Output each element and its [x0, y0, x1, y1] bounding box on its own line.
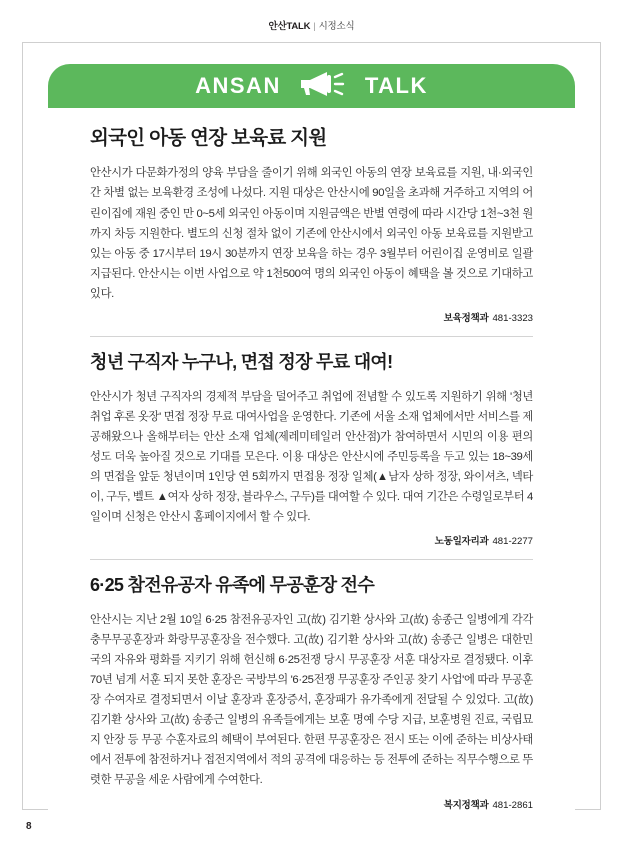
- article-title: 외국인 아동 연장 보육료 지원: [90, 127, 327, 149]
- article-title: 6·25 참전유공자 유족에 무공훈장 전수: [90, 575, 375, 596]
- running-head: [0, 18, 623, 32]
- running-head-section: 시정소식: [318, 21, 355, 32]
- credit-phone: 481-3323: [492, 313, 533, 325]
- megaphone-icon: [297, 69, 349, 104]
- running-head-brand: 안산TALK: [268, 21, 311, 32]
- article-body: 안산시가 청년 구직자의 경제적 부담을 덜어주고 취업에 전념할 수 있도록 지원하기 위해 '청년 취업 후론 옷장' 면접 정장 무료 대여사업을 운영한다. 기존에 서울 소재 업체에서만 서비스를 제공해왔으나 올해부터는 안산 소재 업체(제레미테일러 안산점)가 참여하면서 시민의 이용 편의성도 더욱 높아질 것으로 기대를 모은다. 이용 대상은 안산시에 주민등록을 두고 있는 18~39세의 면접을 앞둔 청년이며 1인당 연 5회까지 면접용 정장 일체(▲남자 상하 정장, 와이셔츠, 넥타이, 구두, 벨트 ▲여자 상하 정장, 블라우스, 구두)를 대여할 수 있다. 대여 기간은 수령일로부터 4일이며 신청은 안산시 홈페이지에서 할 수 있다.: [90, 390, 533, 524]
- credit-phone: 481-2861: [492, 799, 533, 811]
- banner-word-talk: TALK: [364, 73, 428, 98]
- article-column: [48, 108, 575, 819]
- credit-phone: 481-2277: [492, 536, 533, 548]
- article-credit: [90, 797, 533, 811]
- article-foreign-child-childcare: [90, 126, 533, 332]
- article-credit: [90, 310, 533, 324]
- credit-department: 보육정책과: [443, 313, 489, 325]
- article-credit: [90, 533, 533, 547]
- credit-department: 노동일자리과: [434, 536, 489, 548]
- running-head-separator: |: [313, 21, 316, 32]
- article-title: 청년 구직자 누구나, 면접 정장 무료 대여!: [90, 352, 393, 373]
- credit-department: 복지정책과: [443, 799, 489, 811]
- article-body: 안산시는 지난 2월 10일 6·25 참전유공자인 고(故) 김기환 상사와 고(故) 송종근 일병에게 각각 충무무공훈장과 화랑무공훈장을 전수했다. 고(故) 김기환 상사와 고(故) 송종근 일병은 대한민국의 자유와 평화를 지키기 위해 헌신해 6·25전쟁 당시 무공훈장 서훈 대상자로 결정됐다. 이후 70년 넘게 서훈 되지 못한 훈장은 국방부의 '6·25전쟁 무공훈장 주인공 찾기 사업'에 따라 무공훈장 수여자로 결정되면서 이날 훈장과 훈장증서, 훈장패가 유가족에게 전달될 수 있었다. 고(故) 김기환 상사와 고(故) 송종근 일병의 유족들에게는 보훈 명예 수당 지급, 보훈병원 진료, 국립묘지 안장 등 무공 수훈자료의 혜택이 부여된다. 한편 무공훈장은 전시 또는 이에 준하는 비상사태에서 전투에 참전하거나 접전지역에서 적의 공격에 대응하는 등 전투에 준하는 직무수행으로 뚜렷한 무공을 세운 사람에게 수여한다.: [90, 613, 533, 787]
- article-body: 안산시가 다문화가정의 양육 부담을 줄이기 위해 외국인 아동의 연장 보육료를 지원, 내·외국인 간 차별 없는 보육환경 조성에 나섰다. 지원 대상은 안산시에 90일을 초과해 거주하고 지역의 어린이집에 재원 중인 만 0~5세 외국인 아동이며 지원금액은 반별 연령에 따라 시간당 1천~3천 원까지 차등 지원한다. 별도의 신청 절차 없이 기존에 안산시에서 외국인 아동 보육료를 지원받고 있는 아동 중 17시부터 19시 30분까지 연장 보육을 하는 경우 3월부터 어린이집 운영비로 일괄 지급된다. 안산시는 이번 사업으로 약 1천500여 명의 외국인 아동이 혜택을 볼 것으로 기대하고 있다.: [90, 167, 533, 300]
- ansan-talk-banner: [48, 64, 575, 108]
- banner-word-ansan: ANSAN: [195, 73, 281, 98]
- article-youth-suit-rental: [90, 336, 533, 555]
- article-war-medal-award: [90, 559, 533, 818]
- page-number: 8: [26, 821, 32, 832]
